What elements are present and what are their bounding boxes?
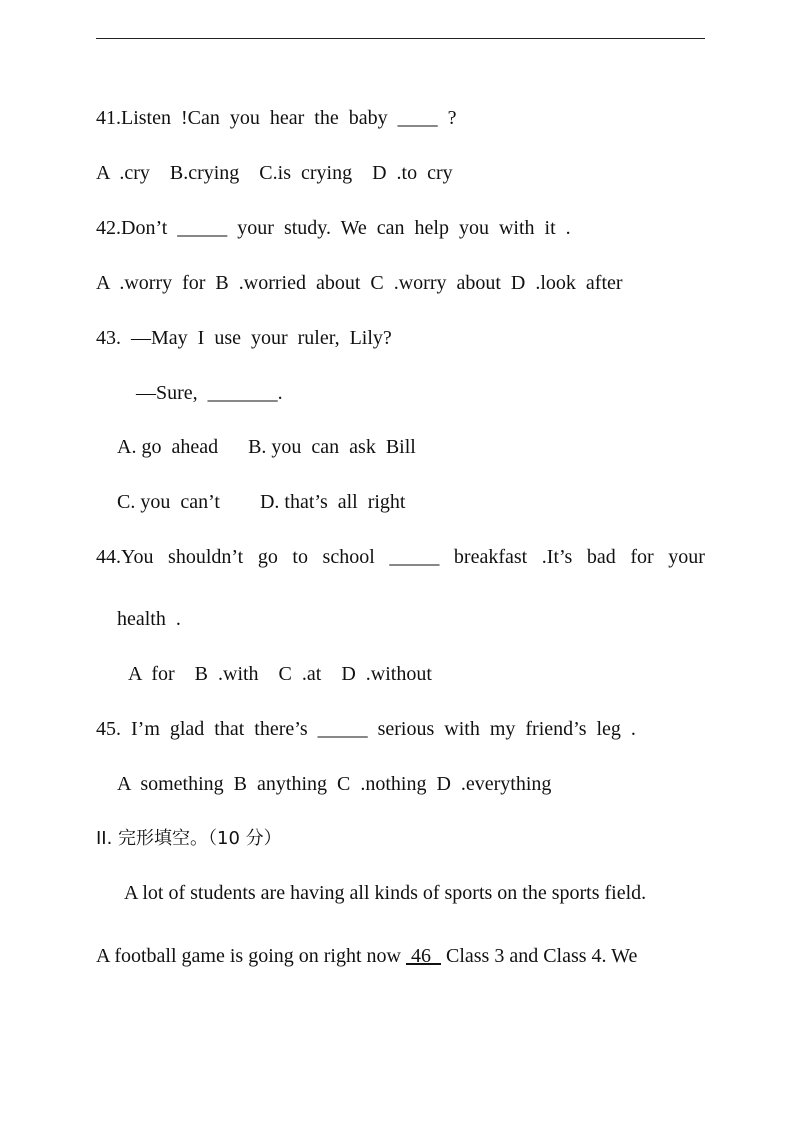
q44-word: 44.You — [96, 546, 154, 568]
question-41-stem: 41.Listen !Can you hear the baby ____ ? — [96, 107, 457, 129]
q44-word: go — [257, 546, 278, 568]
header-rule — [96, 38, 705, 39]
q44-word: shouldn’t — [168, 546, 244, 568]
passage-line-2 — [96, 944, 637, 968]
question-41-options: A .cry B.crying C.is crying D .to cry — [96, 162, 453, 184]
question-42-options: A .worry for B .worried about C .worry about D .look after — [96, 272, 623, 294]
question-43-options-ab: A. go ahead B. you can ask Bill — [117, 436, 416, 458]
q44-word: bad — [586, 546, 616, 568]
question-43-options-cd: C. you can’t D. that’s all right — [117, 491, 406, 513]
q44-word: for — [630, 546, 654, 568]
q44-word: .It’s — [541, 546, 573, 568]
q44-word: your — [668, 546, 705, 568]
q44-word: breakfast — [453, 546, 528, 568]
question-43-stem: 43. —May I use your ruler, Lily? — [96, 327, 392, 349]
question-42-stem: 42.Don’t _____ your study. We can help you with it . — [96, 217, 571, 239]
question-45-stem: 45. I’m glad that there’s _____ serious with my friend’s leg . — [96, 718, 636, 740]
q44-word: school — [322, 546, 375, 568]
passage-line-1: A lot of students are having all kinds of sports on the sports field. — [124, 882, 647, 904]
q44-word: to — [292, 546, 308, 568]
question-43-reply: —Sure, _______. — [136, 382, 283, 404]
blank-46: 46 — [405, 945, 441, 967]
section-2-heading: II. 完形填空。（10 分） — [96, 828, 282, 849]
question-45-options: A something B anything C .nothing D .everything — [117, 773, 552, 795]
question-44-stem — [96, 545, 705, 569]
question-44-options: A for B .with C .at D .without — [128, 663, 432, 685]
q44-blank: _____ — [389, 546, 440, 568]
passage-text: A football game is going on right now — [96, 945, 406, 967]
question-44-stem-continued: health . — [117, 608, 181, 630]
passage-text: Class 3 and Class 4. We — [440, 945, 638, 967]
